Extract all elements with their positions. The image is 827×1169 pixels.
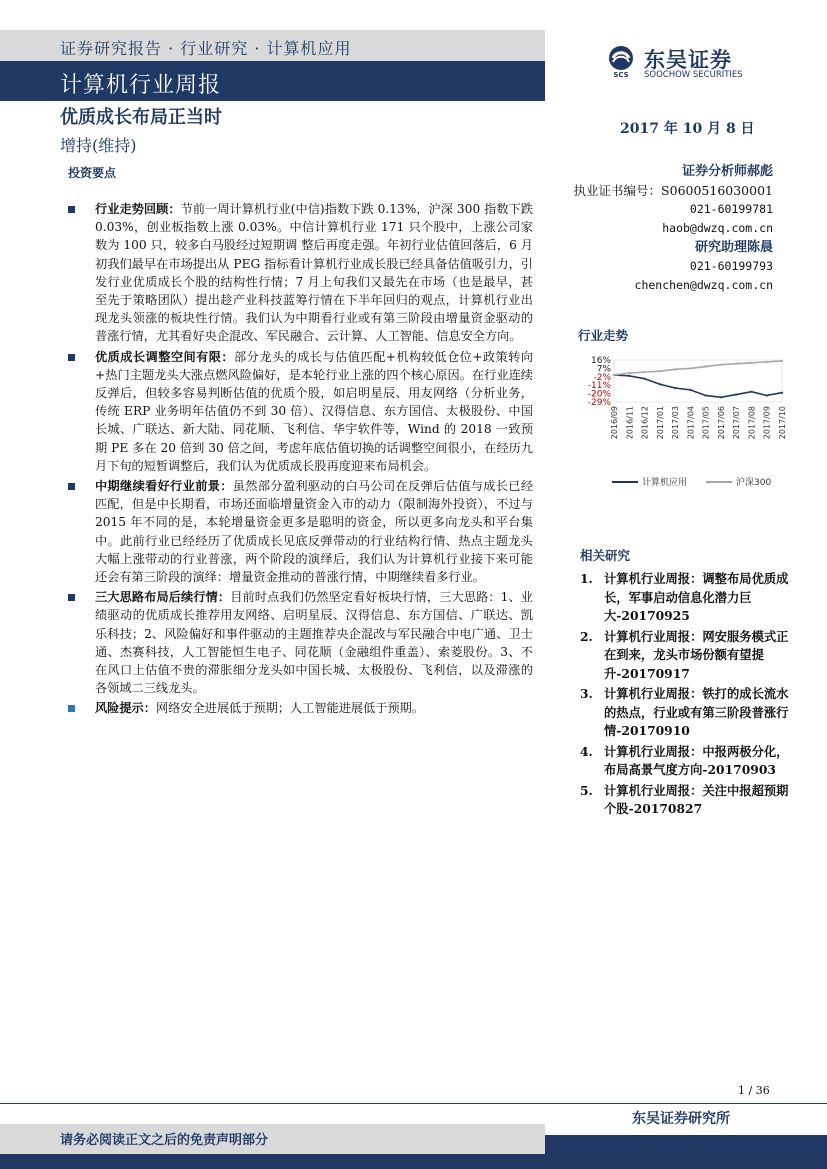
highlights-heading: 投资要点 [68,166,117,180]
legend-label: 计算机应用 [642,478,688,488]
data-point [628,375,630,377]
point-head: 三大思路布局后续行情： [95,590,231,605]
bullet-square-icon [68,594,75,601]
bullet-square-icon [68,705,75,712]
chart-frame [614,360,782,402]
data-point [766,394,768,396]
company-logo [604,44,774,84]
y-tick-label: -29% [587,398,611,408]
x-tick-label: 2017/01 [655,406,665,440]
logo-mark-text: SCS [613,71,629,78]
analyst-info [574,162,773,295]
related-research-list [580,570,796,821]
lead-analyst-name: 证券分析师郝彪 [681,164,773,179]
x-tick-label: 2017/03 [671,406,681,440]
data-point [613,374,615,376]
x-tick-label: 2017/06 [716,406,726,440]
lead-analyst-phone: 021-60199781 [689,202,773,216]
report-type-bar [0,61,545,101]
investment-points [65,200,533,720]
data-point [643,371,645,373]
logo-name-en: SOOCHOW SECURITIES [644,70,743,80]
report-type: 计算机行业周报 [60,73,222,98]
data-point [689,367,691,369]
institute-name: 东吴证券研究所 [632,1111,730,1127]
data-point [659,383,661,385]
point-text: 网络安全进展低于预期；人工智能进展低于预期。 [155,701,425,716]
data-point [750,391,752,393]
assistant-name: 研究助理陈晨 [694,240,773,255]
point-head: 优质成长调整空间有限： [95,349,235,364]
related-item[interactable]: 3. 计算机行业周报：铁打的成长流水的热点，行业或有第三阶段普涨行情-20170910 [580,686,789,738]
data-point [628,372,630,374]
data-point [720,396,722,398]
logo-mark-icon [604,44,638,78]
point-industry-review [65,200,533,346]
x-tick-label: 2016/09 [610,406,619,440]
point-adjustment-limited [65,348,533,475]
bullet-square-icon [68,483,75,490]
point-text: 节前一周计算机行业(中信)指数下跌 0.13%，沪深 300 指数下跌 0.03%，创业板指数上涨 0.03%。中信计算机行业 171 只个股中，上涨公司家数为 100 只，较多白马股经过短期调 整后再度走强。年初行业估值回落后，6 月初我们最早在市场提出从 PEG 指标看计算机行业成长股已经具备估值吸引力，引发行业优质成长个股的结构性行情；7 月上旬我们又最先在市场（也是最早，甚至先于策略团队）提出趁产业科技蓝筹行情在下半年回归的观点，计算机行业出现龙头领涨的板块性行情。我们认为中期看行业或有第三阶段由增量资金驱动的普涨行情，尤其看好央企混改、军民融合、云计算、人工智能、信息安全方向。 [95,202,533,344]
point-three-ideas [65,588,533,697]
trend-chart-svg [578,346,788,496]
legend-label: 沪深300 [736,478,772,488]
report-category: 证券研究报告 · 行业研究 · 计算机应用 [60,39,352,58]
data-point [643,378,645,380]
y-tick-label: -11% [587,381,611,392]
disclaimer-bar [0,1124,545,1154]
category-bar [0,30,545,61]
page-number: 1 / 36 [738,1084,770,1097]
data-point [781,360,783,362]
x-tick-label: 2017/05 [701,406,711,440]
x-tick-label: 2017/04 [686,406,696,440]
assistant-email[interactable]: chenchen@dwzq.com.cn [634,278,773,292]
point-risk-warning [65,699,533,717]
point-head: 风险提示： [95,701,156,716]
x-tick-label: 2017/08 [747,406,757,440]
related-item[interactable]: 2. 计算机行业周报：网安服务模式正在到来，龙头市场份额有望提升-20170917 [580,628,789,681]
related-item[interactable]: 1. 计算机行业周报：调整布局优质成长，军事启动信息化潜力巨大-20170925 [580,571,789,623]
report-date: 2017 年 10 月 8 日 [620,121,755,137]
x-tick-label: 2017/10 [778,406,787,440]
data-point [735,393,737,395]
data-point [705,365,707,367]
trend-chart [578,346,788,496]
related-item[interactable]: 4. 计算机行业周报：中报两极分化，布局高景气度方向-20170903 [580,743,789,777]
x-tick-label: 2016/12 [640,406,650,440]
data-point [720,364,722,366]
data-point [705,394,707,396]
footer-divider [0,1103,827,1104]
logo-name: 东吴证券 [644,48,732,72]
data-point [659,370,661,372]
assistant-phone: 021-60199793 [689,259,773,273]
y-tick-label: -20% [587,389,611,400]
point-mid-term-outlook [65,477,533,586]
point-text: 目前时点我们仍然坚定看好板块行情，三大思路：1、业绩驱动的优质成长推荐用友网络、启明星辰、汉得信息、东方国信、广联达、凯乐科技；2、风险偏好和事件驱动的主题推荐央企混改与军民融合中电广通、卫士通、杰赛科技，人工智能恒生电子、同花顺（金融组件重盖）、索菱股份。3、不在风口上估值不贵的滞胀细分龙头如中国长城、太极股份、飞利信，以及滞涨的各领域二三线龙头。 [95,590,533,696]
x-tick-label: 2017/07 [732,406,742,440]
x-tick-label: 2017/09 [762,406,772,440]
y-tick-label: -2% [593,372,611,383]
related-heading: 相关研究 [580,548,631,563]
point-head: 行业走势回顾： [95,202,181,216]
disclaimer-text: 请务必阅读正文之后的免责声明部分 [60,1133,269,1148]
trend-heading: 行业走势 [578,328,629,343]
data-point [735,363,737,365]
bullet-square-icon [68,354,75,361]
license-number: 执业证书编号：S0600516030001 [573,183,773,198]
data-point [674,387,676,389]
point-text: 虽然部分盈利驱动的白马公司在反弹后估值与成长已经匹配，但是中长期看，市场还面临增量资金入市的动力（限制海外投资），不过与 2015 年不同的是，本轮增量资金更多是聪明的资金，所以更多向龙头和平台集中。此前行业已经经历了优质成长见底反弹带动的行业结构行情、热点主题龙头大幅上涨带动的行业普涨，两个阶段的演绎后，我们认为计算机行业接下来可能还会有第三阶段的演绎：增量资金推动的普涨行情，中期继续看多行业。 [95,479,534,585]
data-point [689,389,691,391]
bullet-square-icon [68,206,75,213]
y-tick-label: 7% [596,364,611,375]
series-line [614,375,782,397]
data-point [750,362,752,364]
lead-analyst-email[interactable]: haob@dwzq.com.cn [662,221,773,235]
y-tick-label: 16% [590,356,611,366]
series-line [614,361,782,375]
point-head: 中期继续看好行业前景： [95,479,233,494]
x-tick-label: 2016/11 [625,406,635,440]
related-item[interactable]: 5. 计算机行业周报：关注中报超预期个股-20170827 [580,782,789,816]
report-title: 优质成长布局正当时 [60,107,222,128]
point-text: 部分龙头的成长与估值匹配+机构较低仓位+政策转向+热门主题龙头大涨点燃风险偏好，是本轮行业上涨的四个核心原因。在行业连续反弹后，但较多容易判断估值的优质个股，如启明星辰、用友网络（分析业务，传统 ERP 业务明年估值仍不到 30 倍）、汉得信息、东方国信、太极股份、中国长城、广联达、新大陆、同花顺、飞利信、华宇软件等，Wind 的 2018 一致预期 PE 多在 20 倍到 30 倍之间，考虑年底估值切换的话调整空间很小，在经历九月下旬的短暂调整后，我们认为优质成长股再度迎来布局机会。 [95,349,533,473]
rating: 增持(维持) [60,136,137,155]
data-point [766,361,768,363]
data-point [674,368,676,370]
data-point [781,392,783,394]
